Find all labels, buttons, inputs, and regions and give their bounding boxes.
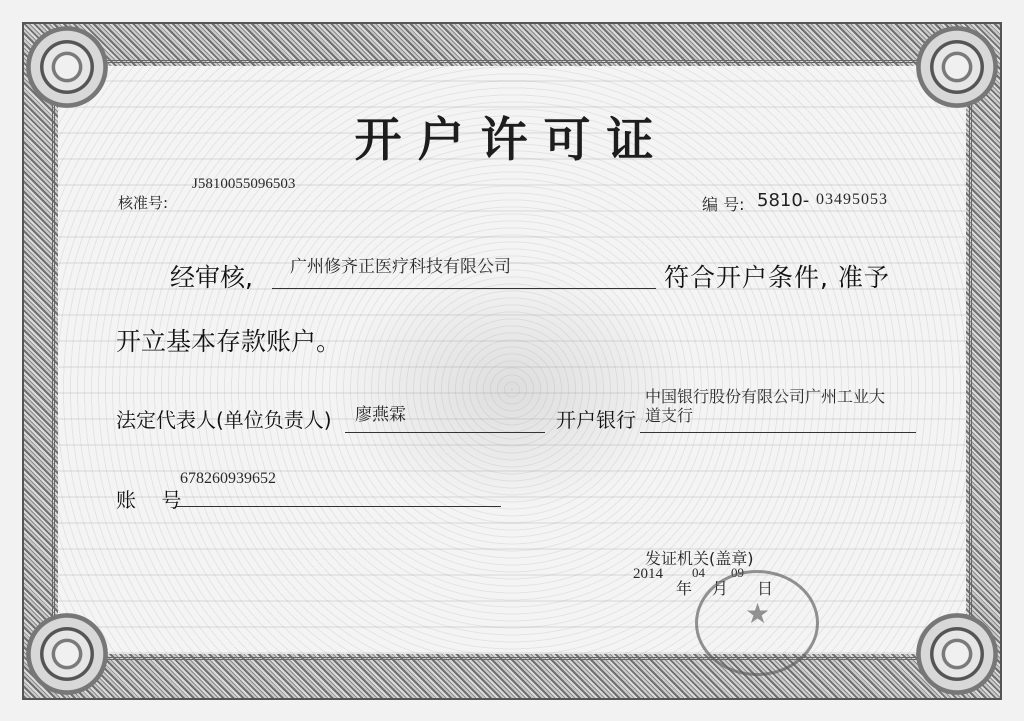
corner-ornament-icon [26, 26, 108, 108]
corner-ornament-icon [916, 613, 998, 695]
certificate-title: 开户许可证 [354, 113, 670, 168]
issuer-label: 发证机关(盖章) [645, 549, 754, 568]
bank-label: 开户银行 [556, 408, 636, 432]
issue-day: 09 [731, 565, 744, 580]
star-icon: ★ [745, 597, 771, 630]
corner-ornament-icon [916, 26, 998, 108]
month-label: 月 [712, 579, 729, 598]
company-name: 广州修齐正医疗科技有限公司 [290, 257, 511, 277]
reviewed-text: 经审核, [170, 263, 253, 292]
issue-year: 2014 [633, 566, 663, 582]
serial-number-label: 编 号: [702, 195, 745, 214]
qualifies-text: 符合开户条件, 准予 [664, 263, 890, 292]
bank-name-line2: 道支行 [645, 406, 694, 425]
serial-number: 03495053 [816, 191, 888, 208]
bank-name-line1: 中国银行股份有限公司广州工业大 [645, 387, 886, 406]
open-account-text: 开立基本存款账户。 [116, 327, 342, 356]
account-number: 678260939652 [180, 470, 276, 487]
legal-representative-label: 法定代表人(单位负责人) [116, 408, 332, 432]
serial-prefix: 5810- [757, 190, 810, 211]
legal-representative-underline [345, 432, 545, 433]
legal-representative-name: 廖燕霖 [355, 405, 406, 425]
issue-month: 04 [692, 565, 705, 580]
account-number-underline [175, 506, 501, 507]
corner-ornament-icon [26, 613, 108, 695]
account-label: 账 号 [116, 488, 182, 512]
day-label: 日 [757, 579, 774, 598]
approval-number: J5810055096503 [192, 176, 296, 192]
approval-number-label: 核准号: [118, 194, 169, 212]
company-name-underline [272, 288, 656, 289]
bank-name-underline [640, 432, 916, 433]
year-label: 年 [676, 579, 693, 598]
